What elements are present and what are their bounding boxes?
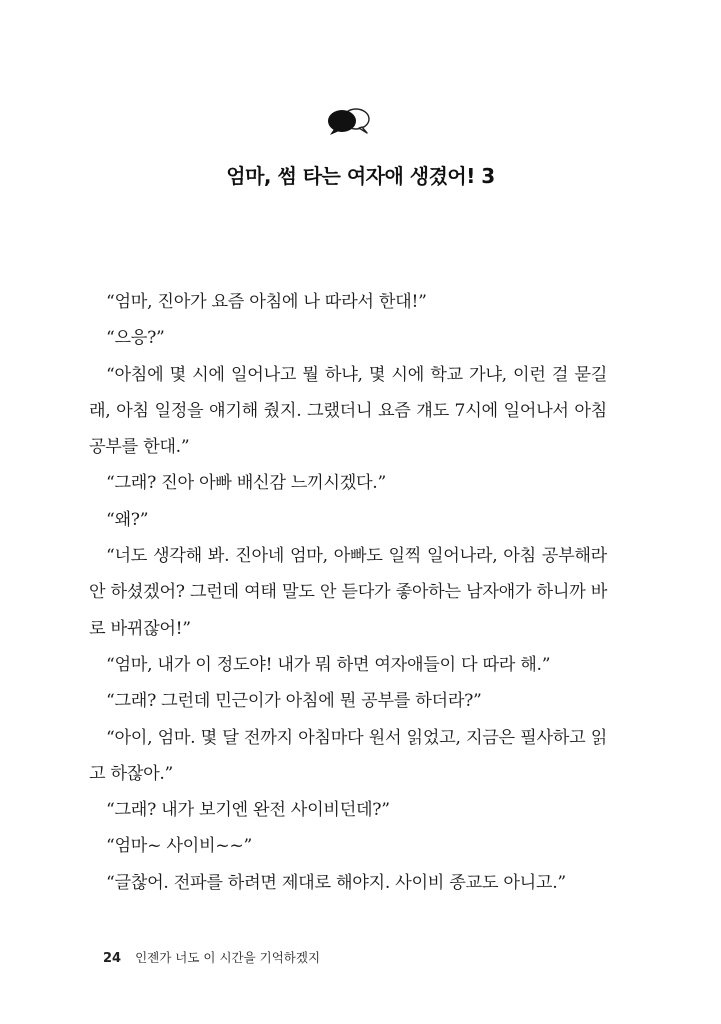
- paragraph: “엄마, 진아가 요즘 아침에 나 따라서 한대!”: [106, 292, 427, 312]
- page-number: 24: [103, 951, 122, 966]
- paragraph: “으응?”: [106, 328, 165, 349]
- paragraph: “그래? 그런데 민근이가 아침에 뭔 공부를 하더라?”: [106, 691, 482, 712]
- paragraph: “엄마~ 사이비~~”: [106, 836, 252, 857]
- paragraph: “아이, 엄마. 몇 달 전까지 아침마다 원서 읽었고, 지금은 필사하고 읽고 하잖아.”: [89, 727, 607, 784]
- paragraph: “너도 생각해 봐. 진아네 엄마, 아빠도 일찍 일어나라, 아침 공부해라 안 하셨겠어? 그런데 여태 말도 안 듣다가 좋아하는 남자애가 하니까 바로 바뀌잖어!”: [89, 546, 607, 639]
- paragraph: “아침에 몇 시에 일어나고 뭘 하냐, 몇 시에 학교 가냐, 이런 걸 묻길래, 아침 일정을 얘기해 줬지. 그랬더니 요즘 걔도 7시에 일어나서 아침 공부를 한대.”: [89, 364, 607, 458]
- paragraph: “글찮어. 전파를 하려면 제대로 해야지. 사이비 종교도 아니고.”: [106, 872, 566, 893]
- paragraph: “왜?”: [106, 509, 149, 530]
- running-book-title: 인젠가 너도 이 시간을 기억하겠지: [135, 950, 321, 965]
- body-text: [89, 284, 607, 901]
- chapter-title: 엄마, 썸 타는 여자애 생겼어! 3: [226, 164, 495, 188]
- paragraph: “그래? 내가 보기엔 완전 사이비던데?”: [106, 800, 390, 821]
- speech-bubbles-icon: [326, 106, 372, 136]
- paragraph: “엄마, 내가 이 정도야! 내가 뭐 하면 여자애들이 다 따라 해.”: [106, 654, 551, 675]
- page-footer: [103, 948, 320, 966]
- paragraph: “그래? 진아 아빠 배신감 느끼시겠다.”: [106, 473, 386, 494]
